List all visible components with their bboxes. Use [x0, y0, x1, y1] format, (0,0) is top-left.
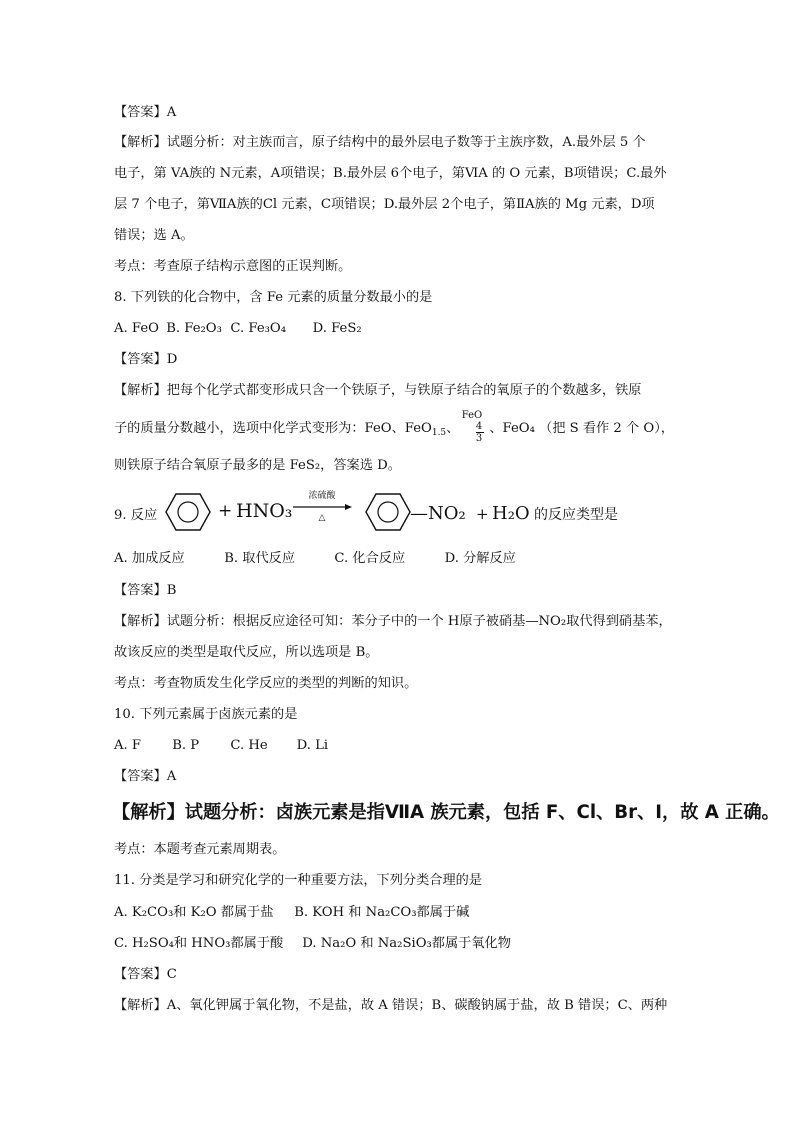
q8-analysis-line-2-pre: 子的质量分数越小，选项中化学式变形为：FeO、FeO — [114, 421, 432, 436]
q8-fraction-numerator: 4 — [475, 421, 483, 432]
q8-analysis-line-2-post: 、FeO₄ （把 S 看作 2 个 O）， — [489, 421, 674, 436]
q9-plus-1: + — [218, 501, 233, 521]
q11-option-c: C. H₂SO₄和 HNO₃都属于酸 — [114, 936, 284, 951]
q11-option-b: B. KOH 和 Na₂CO₃都属于碱 — [294, 905, 470, 920]
q9-kaodian: 考点：考查物质发生化学反应的类型的判断的知识。 — [114, 676, 418, 691]
q11-option-d: D. Na₂O 和 Na₂SiO₃都属于氧化物 — [302, 936, 511, 951]
q10-option-d: D. Li — [296, 738, 329, 753]
q10-option-b: B. P — [172, 738, 200, 753]
q7-answer: 【答案】A — [114, 105, 177, 120]
q10-options — [114, 737, 328, 755]
q11-stem: 11. 分类是学习和研究化学的一种重要方法，下列分类合理的是 — [114, 873, 483, 888]
q8-option-d: D. FeS₂ — [312, 321, 362, 336]
q8-analysis-line-2 — [114, 420, 674, 438]
q9-condition: 浓硫酸 — [308, 491, 336, 501]
q10-option-a: A. F — [114, 738, 142, 753]
q7-kaodian: 考点：考查原子结构示意图的正误判断。 — [114, 259, 352, 274]
q7-analysis-line-1: 【解析】试题分析：对主族而言，原子结构中的最外层电子数等于主族序数，A.最外层 5 个 — [114, 135, 646, 150]
q9-option-d: D. 分解反应 — [444, 551, 516, 566]
q9-analysis-line-2: 故该反应的类型是取代反应，所以选项是 B。 — [114, 645, 379, 660]
q8-analysis-line-2-sep: 、 — [446, 421, 460, 436]
q11-answer: 【答案】C — [114, 967, 177, 982]
q8-analysis-line-1: 【解析】把每个化学式都变形成只含一个铁原子，与铁原子结合的氧原子的个数越多，铁原 — [114, 383, 642, 398]
q9-reaction — [114, 488, 634, 538]
q11-options-row-1 — [114, 904, 469, 922]
benzene-ring-2 — [364, 488, 412, 536]
q10-stem: 10. 下列元素属于卤族元素的是 — [114, 707, 298, 722]
q11-analysis: 【解析】A、氧化钾属于氧化物，不是盐，故 A 错误；B、碳酸钠属于盐，故 B 错误；C、两种 — [114, 998, 668, 1013]
q8-answer: 【答案】D — [114, 352, 178, 367]
q11-options-row-2 — [114, 935, 511, 953]
q7-analysis-line-3: 层 7 个电子，第ⅦA族的Cl 元素，C项错误；D.最外层 2个电子，第ⅡA族的 Mg 元素，D项 — [114, 197, 655, 212]
reaction-arrow-icon — [292, 502, 354, 512]
q8-stem: 8. 下列铁的化合物中，含 Fe 元素的质量分数最小的是 — [114, 290, 433, 305]
q9-option-a: A. 加成反应 — [114, 551, 185, 566]
q8-analysis-line-3: 则铁原子结合氧原子最多的是 FeS₂，答案选 D。 — [114, 458, 401, 473]
q8-option-a: A. FeO — [114, 321, 159, 336]
q9-stem-pre: 9. 反应 — [114, 508, 158, 523]
q9-nitro: —NO₂ — [410, 503, 466, 524]
q9-options — [114, 550, 516, 568]
q9-water: H₂O — [492, 503, 530, 524]
benzene-ring-1 — [164, 488, 212, 536]
q8-fraction-top: FeO — [461, 410, 483, 421]
q9-analysis-line-1: 【解析】试题分析：根据反应途径可知：苯分子中的一个 H原子被硝基—NO₂取代得到硝基苯， — [114, 614, 672, 629]
q8-analysis-line-2-sub: 1.5 — [431, 428, 447, 438]
q9-stem-post: 的反应类型是 — [534, 507, 618, 523]
q9-reagent: HNO₃ — [236, 500, 293, 522]
q11-option-a: A. K₂CO₃和 K₂O 都属于盐 — [114, 905, 274, 920]
q7-analysis-line-2: 电子，第 VA族的 N元素，A项错误；B.最外层 6个电子，第ⅥA 的 O 元素，B项错误；C.最外 — [114, 166, 667, 181]
q9-heat: △ — [318, 513, 326, 523]
q10-analysis: 【解析】试题分析：卤族元素是指ⅦA 族元素，包括 F、Cl、Br、I，故 A 正确。 — [112, 802, 780, 823]
q9-answer: 【答案】B — [114, 583, 177, 598]
q8-options — [114, 320, 362, 338]
q8-fraction — [460, 410, 484, 444]
q8-option-c: C. Fe₃O₄ — [230, 321, 287, 336]
q8-fraction-denominator: 3 — [475, 433, 483, 444]
q10-kaodian: 考点：本题考查元素周期表。 — [114, 842, 286, 857]
q9-option-b: B. 取代反应 — [224, 551, 296, 566]
q9-plus-2: + — [476, 505, 489, 523]
q9-option-c: C. 化合反应 — [334, 551, 406, 566]
q10-option-c: C. He — [230, 738, 268, 753]
q8-option-b: B. Fe₂O₃ — [166, 321, 222, 336]
q10-answer: 【答案】A — [114, 769, 177, 784]
q7-analysis-line-4: 错误；选 A。 — [114, 228, 194, 243]
